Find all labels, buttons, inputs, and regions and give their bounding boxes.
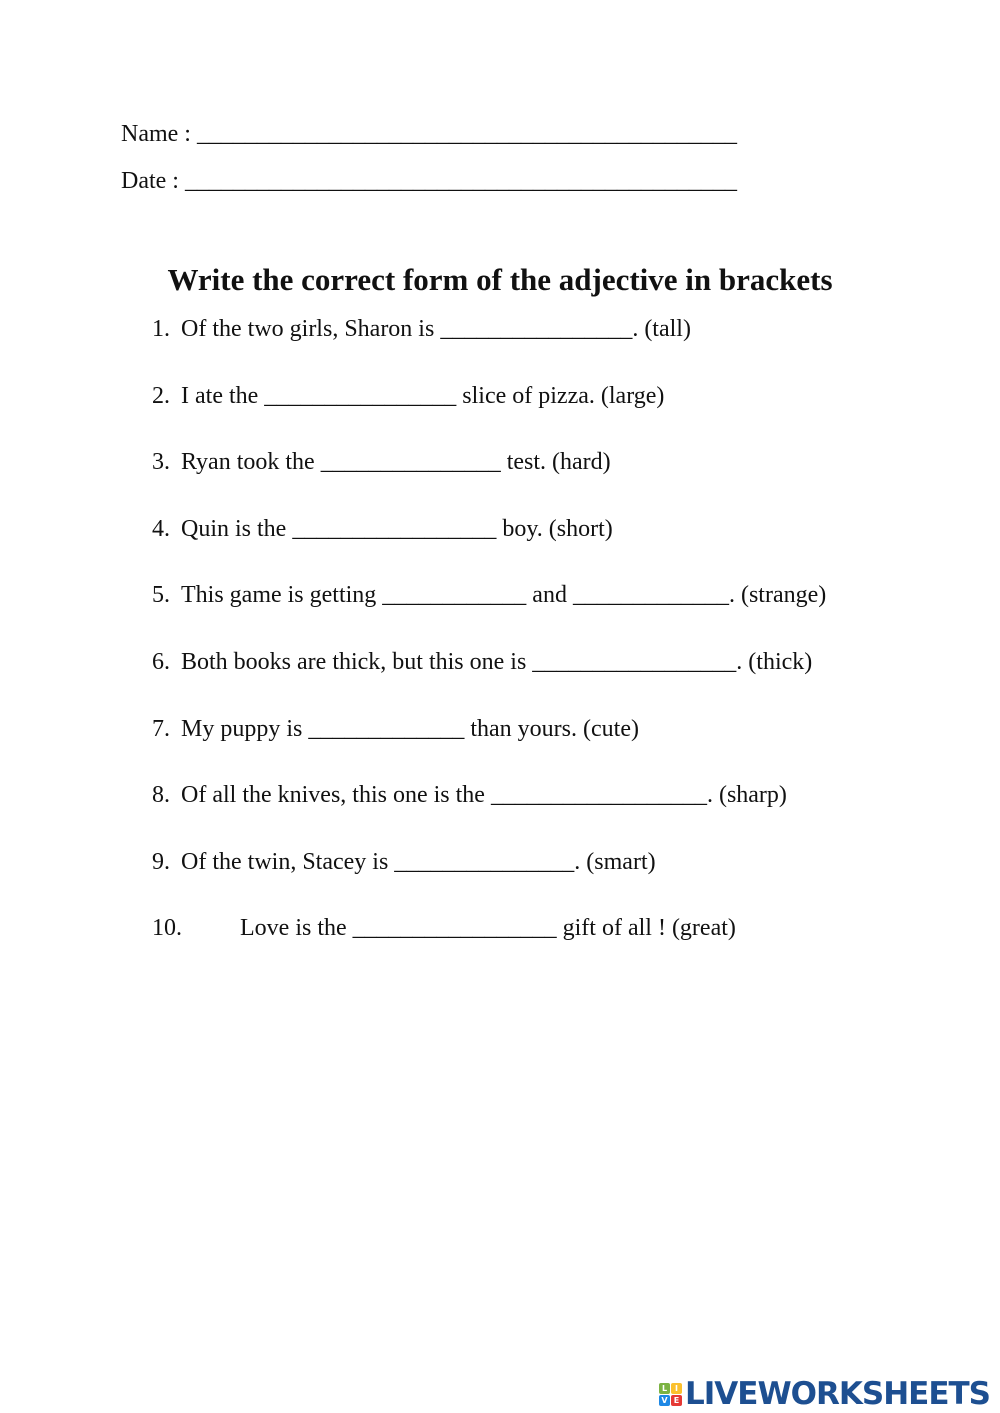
date-label: Date : — [121, 168, 185, 194]
worksheet-title: Write the correct form of the adjective in brackets — [167, 262, 833, 297]
logo-block: V — [659, 1395, 670, 1406]
question-number: 8. — [152, 782, 170, 809]
question-text[interactable]: Both books are thick, but this one is _________________. (thick) — [181, 649, 813, 675]
question-item — [152, 649, 812, 676]
logo-blocks-icon — [659, 1383, 682, 1406]
name-field — [121, 121, 737, 148]
question-item — [152, 582, 826, 609]
question-item — [152, 716, 639, 743]
question-text[interactable]: My puppy is _____________ than yours. (cute) — [181, 715, 639, 742]
name-blank[interactable]: _____________________________________________ — [196, 121, 737, 147]
question-number: 2. — [152, 382, 170, 409]
question-text[interactable]: I ate the ________________ slice of pizza. (large) — [181, 382, 665, 409]
question-item — [152, 782, 787, 809]
question-text[interactable]: Of the two girls, Sharon is ________________. (tall) — [181, 316, 691, 342]
question-text[interactable]: Of all the knives, this one is the __________________. (sharp) — [181, 782, 787, 809]
logo-block: I — [671, 1383, 682, 1394]
logo-text: LIVEWORKSHEETS — [685, 1376, 990, 1412]
question-number: 9. — [152, 848, 170, 875]
liveworksheets-logo — [659, 1376, 990, 1412]
question-text[interactable]: Of the twin, Stacey is _______________. (smart) — [181, 848, 656, 875]
question-item — [152, 383, 664, 410]
question-item — [152, 516, 613, 543]
question-item — [152, 449, 611, 476]
question-text[interactable]: Ryan took the _______________ test. (hard) — [181, 449, 611, 476]
question-number: 10. — [152, 915, 182, 942]
question-number: 7. — [152, 715, 170, 742]
question-text[interactable]: Love is the _________________ gift of all ! (great) — [240, 915, 736, 942]
question-number: 1. — [152, 316, 170, 342]
date-field — [121, 168, 737, 195]
question-item — [152, 915, 736, 942]
question-text[interactable]: Quin is the _________________ boy. (short) — [181, 515, 613, 542]
name-label: Name : — [121, 121, 197, 147]
question-number: 6. — [152, 649, 170, 675]
question-number: 4. — [152, 515, 170, 542]
question-number: 5. — [152, 582, 170, 609]
logo-block: E — [671, 1395, 682, 1406]
question-text[interactable]: This game is getting ____________ and _____________. (strange) — [181, 582, 827, 609]
question-item — [152, 849, 656, 876]
logo-block: L — [659, 1383, 670, 1394]
question-item — [152, 316, 691, 343]
date-blank[interactable]: ______________________________________________ — [184, 168, 737, 194]
question-number: 3. — [152, 449, 170, 476]
